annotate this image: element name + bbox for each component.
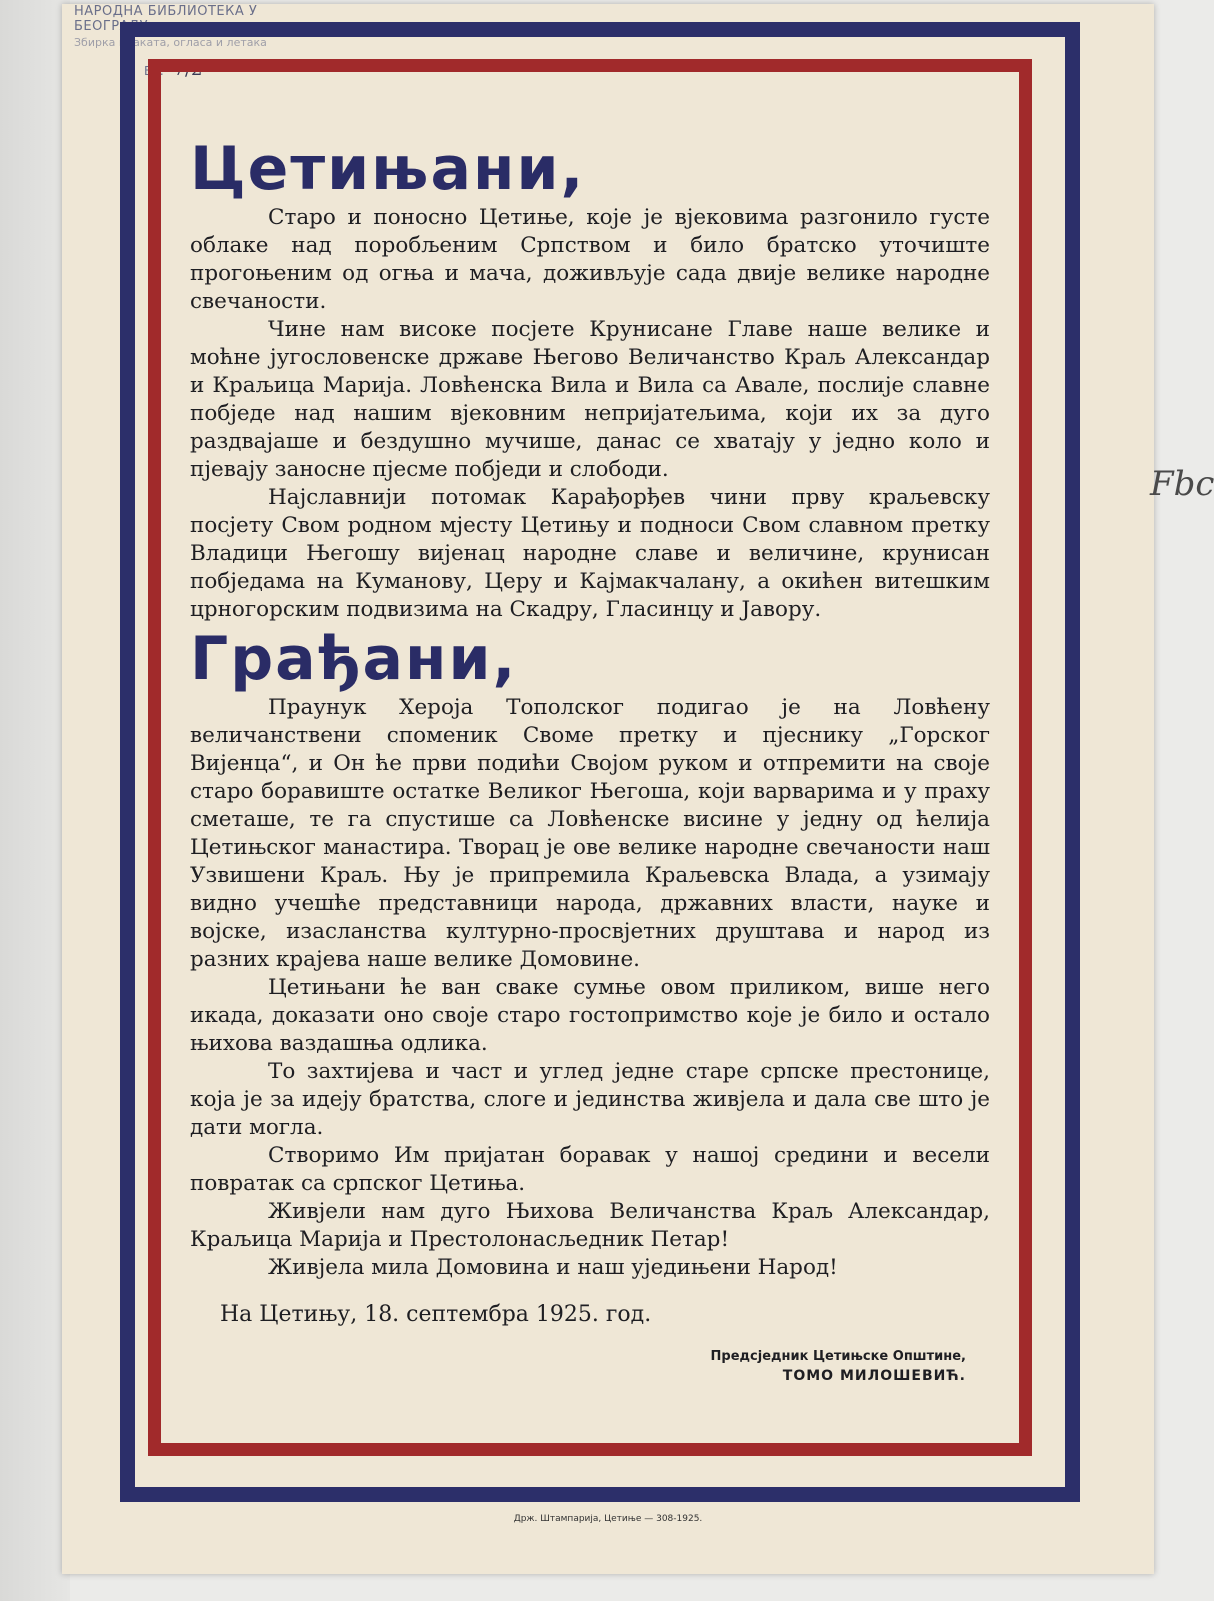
stamp-line-2: Збирка плаката, огласа и летака (74, 36, 267, 49)
heading-cetinjani: Цетињани, (190, 134, 586, 204)
signature-role: Предсједник Цетињске Општине, (710, 1349, 966, 1364)
poster-content (190, 134, 990, 1384)
signature-name: ТОМО МИЛОШЕВИЋ. (782, 1368, 966, 1384)
wall-background (0, 0, 70, 1601)
heading-gradjani: Грађани, (190, 624, 518, 694)
stamp-line-1: НАРОДНА БИБЛИОТЕКА У БЕОГРАДУ (74, 4, 258, 34)
signature-block (190, 1349, 990, 1384)
paragraph: Чине нам високе посјете Крунисане Главе наше велике и моћне југословенске државе Његово Величанство Краљ Александар и Краљица Марија. Ловћенска Вила и Вила са Авале, послије славне побједе над нашим вјековним непријатељима, који их за дуго раздвајаше и бездушно мучише, данас се хватају у једно коло и пјевају заносне пјесме побједи и слободи. (190, 317, 990, 482)
stamp-number-label: Бр. (144, 64, 164, 78)
paragraph: Створимо Им пријатан боравак у нашој средини и весели повратак са српског Цетиња. (190, 1143, 990, 1196)
printer-imprint: Држ. Штампарија, Цетиње — 308-1925. (513, 1514, 703, 1524)
paragraph: Старо и поносно Цетиње, које је вјековима разгонило густе облаке над поробљеним Српством и било братско уточиште прогоњеним од огња и мача, доживљује сада двије велике народне свечаности. (190, 205, 990, 314)
date-line: На Цетињу, 18. септембра 1925. год. (220, 1302, 652, 1327)
paragraph: Живјели нам дуго Њихова Величанства Краљ Александар, Краљица Марија и Престолонасљедник Петар! (190, 1199, 990, 1252)
poster-sheet (62, 4, 1214, 1574)
stamp-number: 7/2 (173, 59, 203, 80)
paragraph: Живјела мила Домовина и наш уједињени Народ! (268, 1255, 838, 1280)
paragraph: Цетињани ће ван сваке сумње овом приликом, више него икада, доказати оно своје старо гостопримство које је било и остало њихова ваздашња одлика. (190, 975, 990, 1056)
paragraph: Праунук Хероја Тополског подигао је на Ловћену величанствени споменик Своме претку и пјеснику „Горског Вијенца“, и Он ће први подићи Својом руком и отпремити на своје старо боравиште остатке Великог Његоша, који варварима и у праху сметаше, те га спустише са Ловћенске висине у једну од ћелија Цетињског манастира. Творац је ове велике народне свечаности наш Узвишени Краљ. Њу је припремила Краљевска Влада, а узимају видно учешће представници народа, државних власти, науке и војске, изасланства културно-просвјетних друштава и народ из разних крајева наше велике Домовине. (190, 695, 990, 972)
paragraph: То захтијева и част и углед једне старе српске престонице, која је за идеју братства, слоге и јединства живјела и дала све што је дати могла. (190, 1059, 990, 1140)
paragraph: Најславнији потомак Карађорђев чини прву краљевску посјету Свом родном мјесту Цетињу и подноси Свом славном претку Владици Његошу вијенац народне славе и величине, крунисан побједама на Куманову, Церу и Кајмакчалану, а окићен витешким црногорским подвизима на Скадру, Гласинцу и Јавору. (190, 485, 990, 622)
handwritten-side-note: Fbc (1150, 464, 1214, 504)
